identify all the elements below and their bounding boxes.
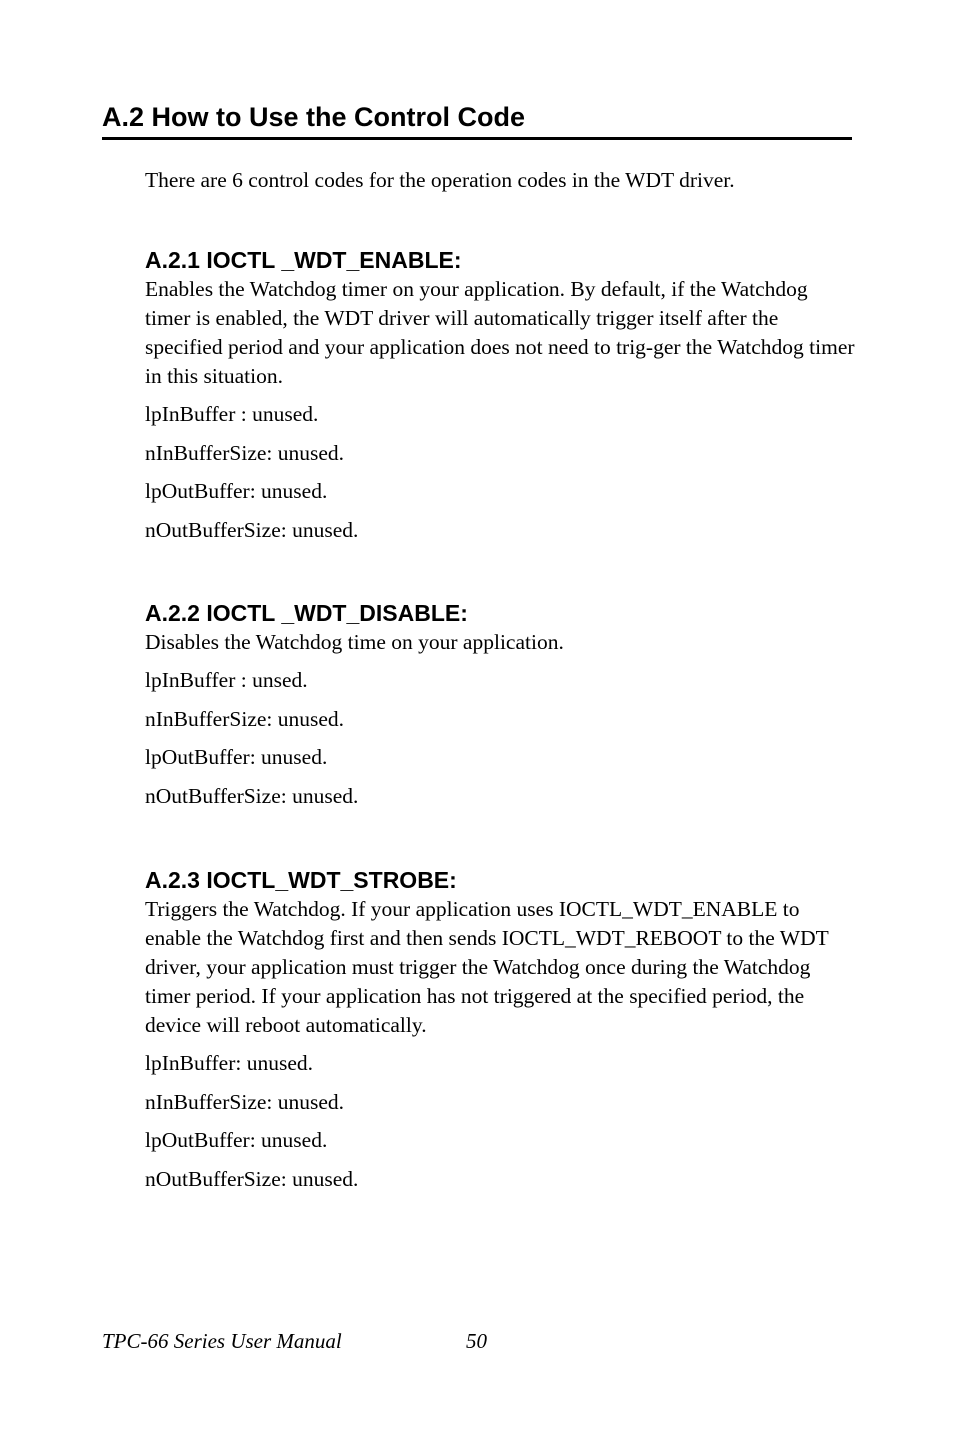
param-noutbuffersize: nOutBufferSize: unused. — [145, 517, 359, 542]
subsection-wdt-enable — [145, 245, 855, 554]
subsection-description: Enables the Watchdog timer on your application. By default, if the Watchdog timer is enabled, the WDT driver will automatically trigger itself after the specified period and your application does not need to trig-ger the Watchdog timer in this situation. — [145, 277, 855, 388]
subsection-description: Triggers the Watchdog. If your application uses IOCTL_WDT_ENABLE to enable the Watchdog first and then sends IOCTL_WDT_REBOOT to the WDT driver, your application must trigger the Watchdog once during the Watchdog timer period. If your application has not triggered at the specified period, the device will reboot automatically. — [145, 897, 829, 1037]
param-lpoutbuffer: lpOutBuffer: unused. — [145, 1128, 328, 1152]
param-ninbuffersize: nInBufferSize: unused. — [145, 1089, 345, 1114]
subsection-heading: A.2.2 IOCTL _WDT_DISABLE: — [145, 600, 468, 626]
section-intro: There are 6 control codes for the operation codes in the WDT driver. — [145, 168, 735, 192]
subsection-description: Disables the Watchdog time on your application. — [145, 630, 564, 654]
param-lpinbuffer: lpInBuffer: unused. — [145, 1051, 313, 1075]
param-ninbuffersize: nInBufferSize: unused. — [145, 706, 345, 731]
param-noutbuffersize: nOutBufferSize: unused. — [145, 1166, 359, 1191]
section-title: A.2 How to Use the Control Code — [102, 100, 852, 140]
param-noutbuffersize: nOutBufferSize: unused. — [145, 783, 359, 808]
footer-page-number: 50 — [466, 1329, 487, 1353]
subsection-wdt-strobe — [145, 865, 855, 1203]
param-lpinbuffer: lpInBuffer : unused. — [145, 402, 319, 426]
subsection-wdt-disable — [145, 598, 855, 820]
param-lpinbuffer: lpInBuffer : unsed. — [145, 668, 308, 692]
param-ninbuffersize: nInBufferSize: unused. — [145, 440, 345, 465]
param-lpoutbuffer: lpOutBuffer: unused. — [145, 745, 328, 769]
footer-manual-title: TPC-66 Series User Manual — [102, 1329, 342, 1353]
subsection-heading: A.2.3 IOCTL_WDT_STROBE: — [145, 867, 457, 893]
subsection-heading: A.2.1 IOCTL _WDT_ENABLE: — [145, 247, 462, 273]
param-lpoutbuffer: lpOutBuffer: unused. — [145, 479, 328, 503]
